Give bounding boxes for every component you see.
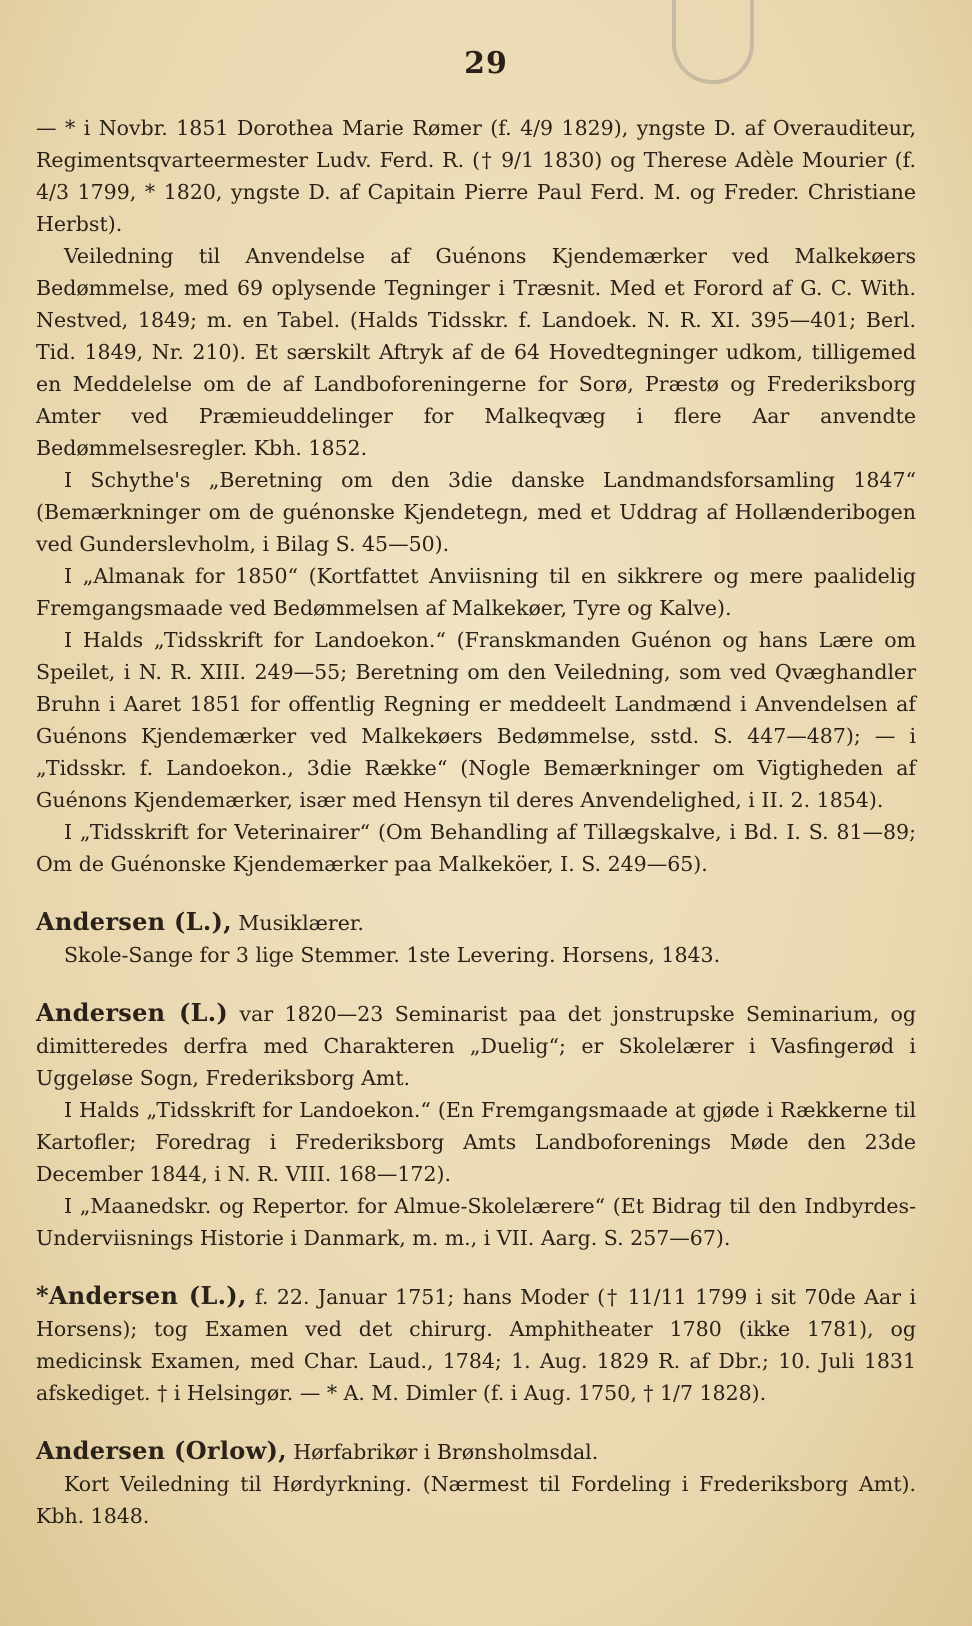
entry-heading: Andersen (Orlow), Hørfabrikør i Brønsholmsdal. bbox=[36, 1436, 599, 1465]
bibliography-item: Kort Veiledning til Hørdyrkning. (Nærmest til Fordeling i Frederiksborg Amt). Kbh. 1848. bbox=[36, 1472, 916, 1528]
bibliography-item: Skole-Sange for 3 lige Stemmer. 1ste Levering. Horsens, 1843. bbox=[64, 943, 721, 967]
entry-heading: Andersen (L.), Musiklærer. bbox=[36, 907, 364, 936]
entry-heading: *Andersen (L.), f. 22. Januar 1751; hans Moder († 11/11 1799 i sit 70de Aar i Horsens); tog Examen ved det chirurg. Amphitheater 1780 (ikke 1781), og medicinsk Examen, med Char. Laud., 1784; 1. Aug. 1829 R. af Dbr.; 10. Juli 1831 afskediget. † i Helsingør. — * A. M. Dimler (f. i Aug. 1750, † 1/7 1828). bbox=[36, 1281, 917, 1405]
entry-name: Andersen (L.) bbox=[36, 998, 229, 1027]
bibliography-item: I „Maanedskr. og Repertor. for Almue-Skolelærere“ (Et Bidrag til den Indbyrdes-Underviisnings Historie i Danmark, m. m., i VII. Aarg. S. 257—67). bbox=[36, 1194, 916, 1250]
page-body bbox=[36, 112, 916, 1532]
entry-name: *Andersen (L.), bbox=[36, 1281, 247, 1310]
entry-name: Andersen (Orlow), bbox=[36, 1436, 287, 1465]
entry-continuation: — * i Novbr. 1851 Dorothea Marie Rømer (f. 4/9 1829), yngste D. af Overauditeur, Regimentsqvarteermester Ludv. Ferd. R. († 9/1 1830) og Therese Adèle Mourier (f. 4/3 1799, * 1820, yngste D. af Capitain Pierre Paul Ferd. M. og Freder. Christiane Herbst). bbox=[36, 116, 916, 236]
bibliography-item: I „Almanak for 1850“ (Kortfattet Anviisning til en sikkrere og mere paalidelig Fremgangsmaade ved Bedømmelsen af Malkekøer, Tyre og Kalve). bbox=[36, 564, 916, 620]
bibliography-item: I „Tidsskrift for Veterinairer“ (Om Behandling af Tillægskalve, i Bd. I. S. 81—89; Om de Guénonske Kjendemærker paa Malkeköer, I. S. 249—65). bbox=[36, 820, 916, 876]
entry-heading: Andersen (L.) var 1820—23 Seminarist paa det jonstrupske Seminarium, og dimitteredes derfra med Charakteren „Duelig“; er Skolelærer i Vasfingerød i Uggeløse Sogn, Frederiksborg Amt. bbox=[36, 998, 916, 1090]
bibliography-item: I Halds „Tidsskrift for Landoekon.“ (Franskmanden Guénon og hans Lære om Speilet, i N. R. XIII. 249—55; Beretning om den Veiledning, som ved Qvæghandler Bruhn i Aaret 1851 for offentlig Regning er meddeelt Landmænd i Anvendelsen af Guénons Kjendemærker ved Malkekøers Bedømmelse, sstd. S. 447—487); — i „Tidsskr. f. Landoekon., 3die Række“ (Nogle Bemærkninger om Vigtigheden af Guénons Kjendemærker, især med Hensyn til deres Anvendelighed, i II. 2. 1854). bbox=[36, 628, 916, 812]
bibliography-item: I Schythe's „Beretning om den 3die danske Landmandsforsamling 1847“ (Bemærkninger om de guénonske Kjendetegn, med et Uddrag af Hollænderibogen ved Gunderslevholm, i Bilag S. 45—50). bbox=[36, 468, 916, 556]
bibliography-item: Veiledning til Anvendelse af Guénons Kjendemærker ved Malkekøers Bedømmelse, med 69 oplysende Tegninger i Træsnit. Med et Forord af G. C. With. Nestved, 1849; m. en Tabel. (Halds Tidsskr. f. Landoek. N. R. XI. 395—401; Berl. Tid. 1849, Nr. 210). Et særskilt Aftryk af de 64 Hovedtegninger udkom, tilligemed en Meddelelse om de af Landboforeningerne for Sorø, Præstø og Frederiksborg Amter ved Præmieuddelinger for Malkeqvæg i flere Aar anvendte Bedømmelsesregler. Kbh. 1852. bbox=[36, 244, 916, 460]
page-number: 29 bbox=[464, 46, 508, 81]
entry-name: Andersen (L.), bbox=[36, 907, 232, 936]
bibliography-item: I Halds „Tidsskrift for Landoekon.“ (En Fremgangsmaade at gjøde i Rækkerne til Kartofler; Foredrag i Frederiksborg Amts Landboforenings Møde den 23de December 1844, i N. R. VIII. 168—172). bbox=[36, 1098, 916, 1186]
